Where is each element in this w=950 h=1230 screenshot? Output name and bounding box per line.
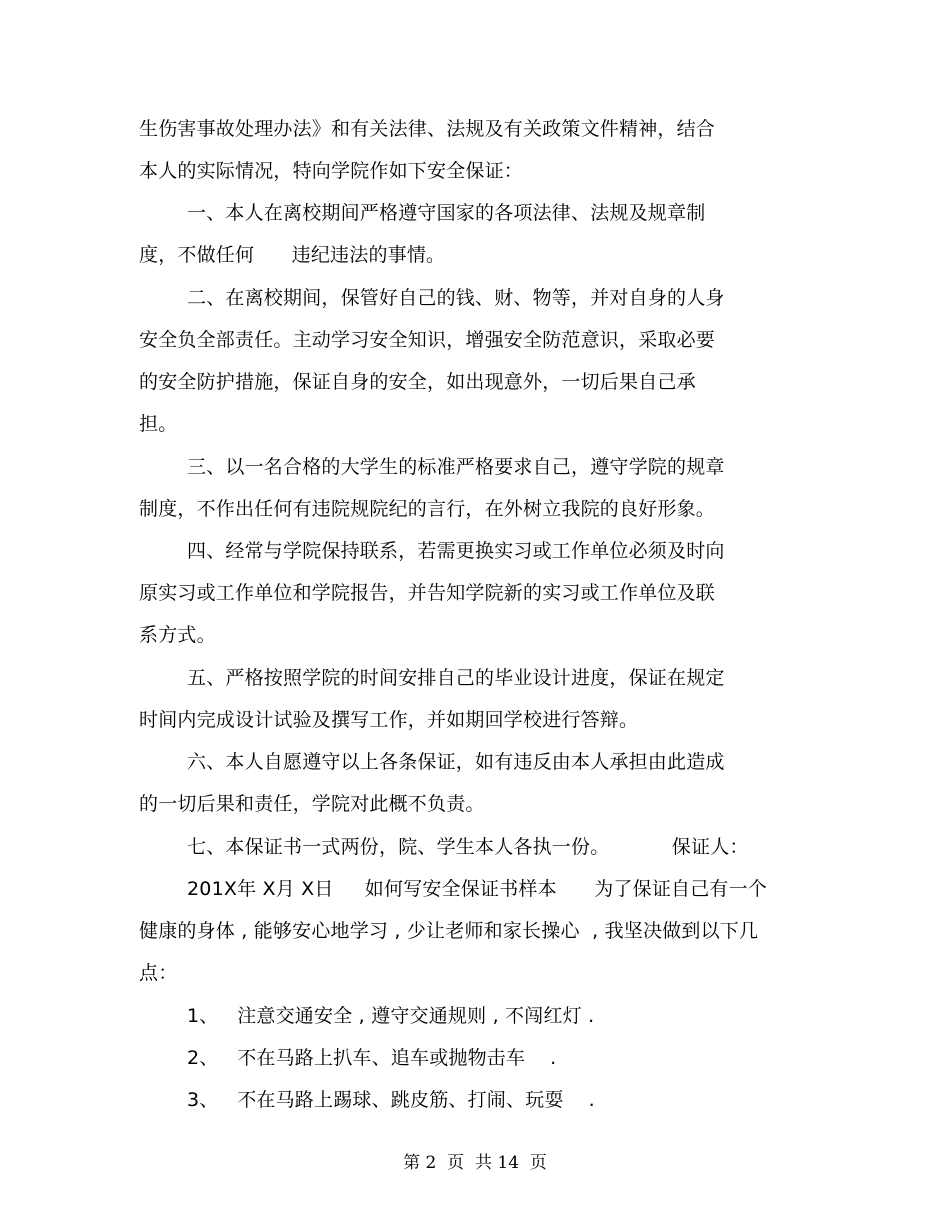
text-line: 一、本人在离校期间严格遵守国家的各项法律、法规及规章制	[187, 202, 706, 224]
text-line: 201X年 X月 X日 如何写安全保证书样本 为了保证自己有一个	[187, 878, 768, 900]
text-line: 五、严格按照学院的时间安排自己的毕业设计进度，保证在规定	[187, 667, 725, 689]
text-line: 二、在离校期间，保管好自己的钱、财、物等，并对自身的人身	[187, 287, 725, 309]
list-item: 1、 注意交通安全 , 遵守交通规则 , 不闯红灯 .	[187, 1005, 595, 1027]
list-item: 2、 不在马路上扒车、追车或抛物击车 .	[187, 1047, 557, 1069]
text-line: 三、以一名合格的大学生的标准严格要求自己，遵守学院的规章	[187, 456, 725, 478]
page-number-footer: 第 2 页 共 14 页	[403, 1153, 547, 1173]
text-line: 健康的身体 , 能够安心地学习 , 少让老师和家长操心 , 我坚决做到以下几	[139, 920, 759, 942]
text-line: 制度，不作出任何有违院规院纪的言行，在外树立我院的良好形象。	[139, 498, 716, 520]
text-line: 担。	[139, 413, 178, 435]
text-line: 七、本保证书一式两份，院、学生本人各执一份。 保证人：	[187, 836, 749, 858]
text-line: 度，不做任何 违纪违法的事情。	[139, 244, 446, 266]
text-line: 原实习或工作单位和学院报告，并告知学院新的实习或工作单位及联	[139, 582, 716, 604]
text-line: 系方式。	[139, 624, 216, 646]
list-item: 3、 不在马路上踢球、跳皮筋、打闹、玩耍 .	[187, 1089, 595, 1111]
text-line: 四、经常与学院保持联系，若需更换实习或工作单位必须及时向	[187, 540, 725, 562]
text-line: 时间内完成设计试验及撰写工作，并如期回学校进行答辩。	[139, 709, 639, 731]
text-line: 点：	[139, 962, 178, 984]
text-line: 本人的实际情况，特向学院作如下安全保证：	[139, 160, 524, 182]
text-line: 六、本人自愿遵守以上各条保证，如有违反由本人承担由此造成	[187, 751, 725, 773]
text-line: 的一切后果和责任，学院对此概不负责。	[139, 793, 485, 815]
text-line: 生伤害事故处理办法》和有关法律、法规及有关政策文件精神，结合	[139, 118, 716, 140]
text-line: 安全负全部责任。主动学习安全知识，增强安全防范意识，采取必要	[139, 329, 716, 351]
text-line: 的安全防护措施，保证自身的安全，如出现意外，一切后果自己承	[139, 371, 696, 393]
